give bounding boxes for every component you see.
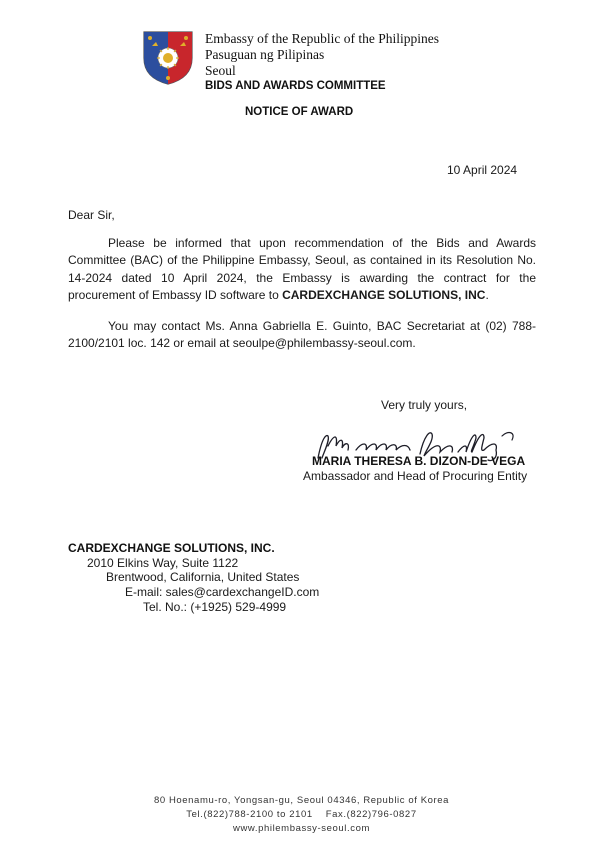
awarded-company: CARDEXCHANGE SOLUTIONS, INC <box>282 288 486 303</box>
recipient-company: CARDEXCHANGE SOLUTIONS, INC. <box>68 541 275 555</box>
award-paragraph-line-3: 14-2024 dated 10 April 2024, the Embassy is awarding the contract for the <box>68 270 536 285</box>
recipient-address-line-2: Brentwood, California, United States <box>106 570 300 584</box>
contact-paragraph-line-1: You may contact Ms. Anna Gabriella E. Guinto, BAC Secretariat at (02) 788- <box>108 319 536 333</box>
recipient-email: E-mail: sales@cardexchangeID.com <box>125 585 320 599</box>
contact-paragraph <box>68 318 536 353</box>
salutation: Dear Sir, <box>68 208 115 222</box>
document-title: NOTICE OF AWARD <box>245 106 354 118</box>
award-paragraph <box>68 235 536 305</box>
embassy-name-filipino: Pasuguan ng Pilipinas <box>205 47 325 62</box>
closing: Very truly yours, <box>381 398 468 412</box>
signatory-name: MARIA THERESA B. DIZON-DE VEGA <box>312 454 526 468</box>
footer-phone-fax: Tel.(822)788-2100 to 2101 Fax.(822)796-0827 <box>186 809 417 820</box>
footer-website: www.philembassy-seoul.com <box>233 823 370 834</box>
award-paragraph-line-1: Please be informed that upon recommendation of the Bids and Awards <box>108 236 536 250</box>
award-paragraph-line-4: procurement of Embassy ID software to <box>68 288 283 303</box>
contact-paragraph-line-2: 2100/2101 loc. 142 or email at seoulpe@philembassy-seoul.com. <box>68 336 416 351</box>
committee-name: BIDS AND AWARDS COMMITTEE <box>205 80 386 92</box>
letter-date: 10 April 2024 <box>447 163 518 177</box>
footer-address: 80 Hoenamu-ro, Yongsan-gu, Seoul 04346, Republic of Korea <box>153 795 450 806</box>
award-paragraph-line-4-end: . <box>485 288 489 303</box>
award-paragraph-line-2: Committee (BAC) of the Philippine Embassy, Seoul, as contained in its Resolution No. <box>68 253 536 268</box>
embassy-name: Embassy of the Republic of the Philippines <box>205 31 439 46</box>
signatory-title: Ambassador and Head of Procuring Entity <box>303 469 528 483</box>
recipient-telephone: Tel. No.: (+1925) 529-4999 <box>143 600 287 614</box>
embassy-city: Seoul <box>205 63 236 78</box>
philippine-coat-of-arms-seal <box>138 28 198 86</box>
recipient-address-line-1: 2010 Elkins Way, Suite 1122 <box>87 556 239 570</box>
